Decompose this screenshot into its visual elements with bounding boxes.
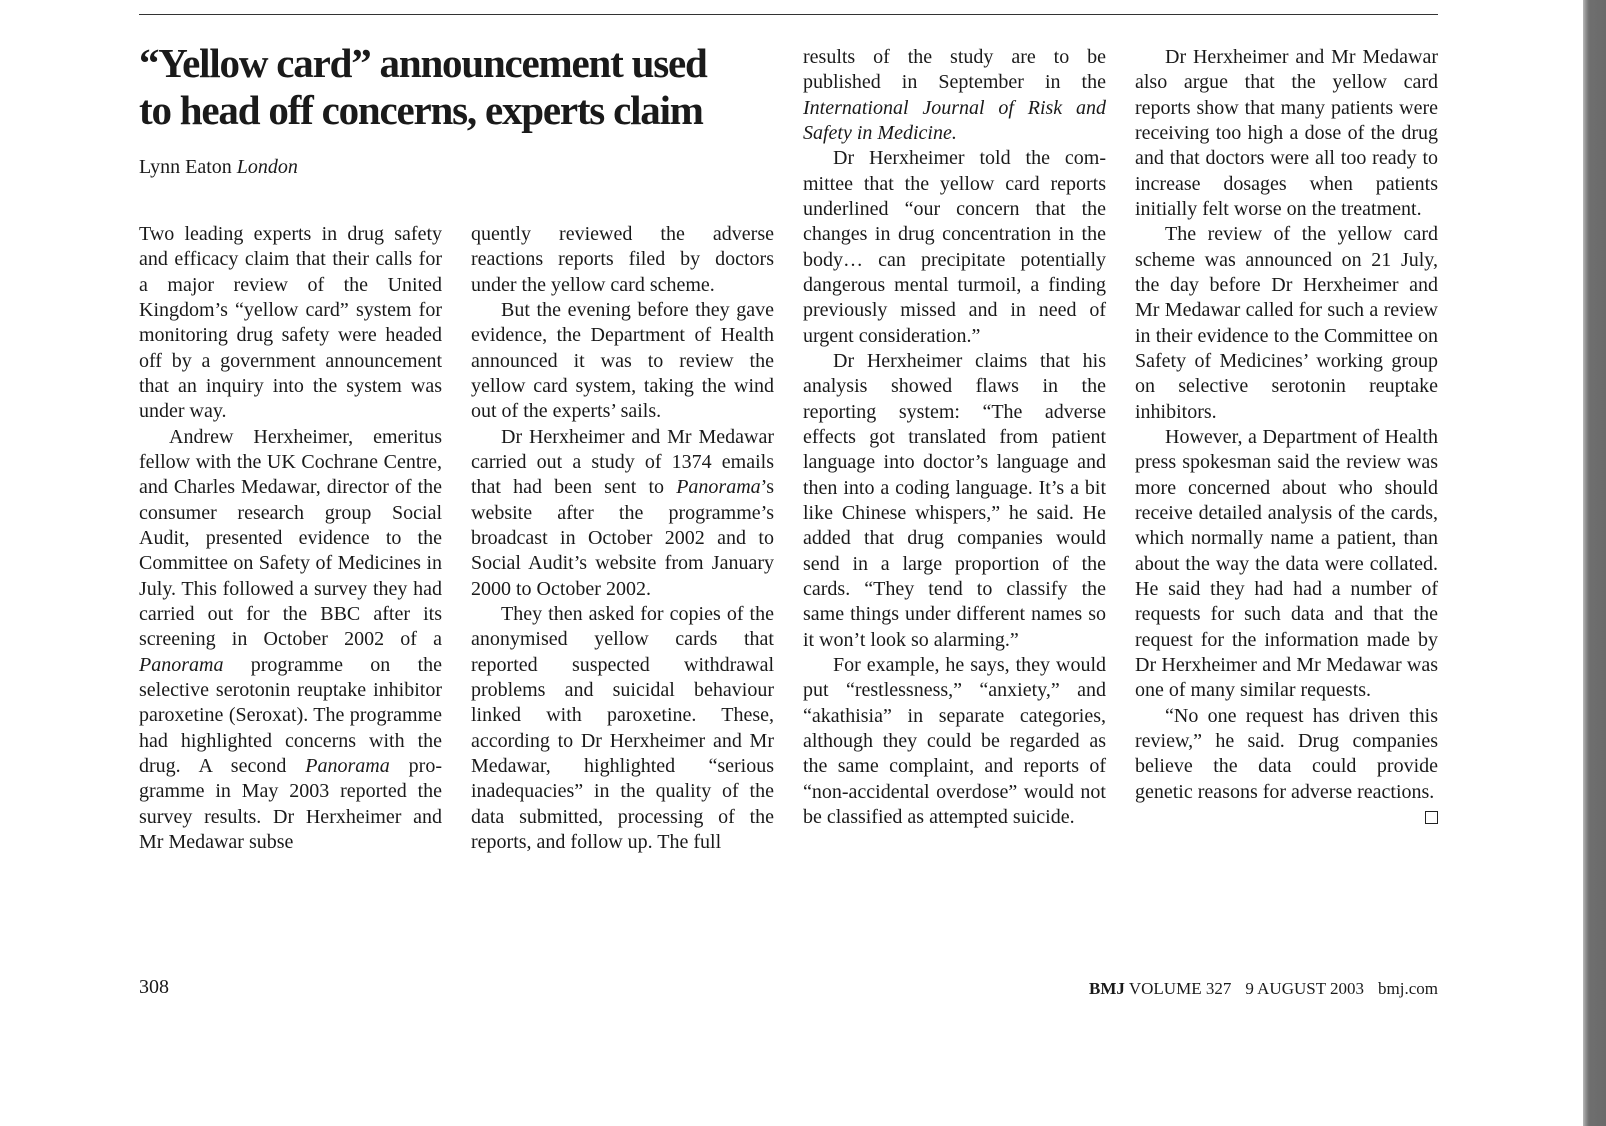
journal-volume: VOLUME 327 [1128, 979, 1232, 998]
issue-date: 9 AUGUST 2003 [1245, 979, 1365, 998]
paragraph: They then asked for copies of the anonymised yellow cards that reported suspected withdrawal problems and suicidal behaviour linked with paroxetine. These, according to Dr Herxheimer and Mr Medawar, highlighted “serious inadequacies” in the quality of the data submitted, processing of the reports, and follow up. The full [471, 602, 774, 853]
italic-run: Panorama [305, 754, 390, 777]
byline-author: Lynn Eaton [139, 156, 232, 178]
end-of-article-square-icon [1425, 811, 1438, 824]
paragraph: However, a Department of Health press spokesman said the review was more concerned about who should receive detailed analysis of the cards, which normally name a patient, than about the way the data were collated. He said they had had a number of requests for such data and that the request for the information made by Dr Herxheimer and Mr Medawar was one of many similar requests. [1135, 425, 1438, 702]
text-run: results of the study are to be published in September in the [803, 46, 1106, 94]
italic-run: International Journal of Risk and Safety in Medicine. [803, 96, 1106, 144]
text-run: ’s website after the programme’s broadcast in October 2002 and to Social Audit’s website from January 2000 to October 2002. [471, 476, 774, 600]
paragraph [139, 425, 442, 856]
paragraph [1135, 704, 1438, 805]
viewer-edge-bar [1583, 0, 1606, 1126]
text-run: “No one request has driven this review,” he said. Drug companies believe the data could provide genetic reasons for adverse reactions. [1135, 704, 1438, 803]
text-run: Dr Herxheimer and Mr Medawar carried out a study of 1374 emails that had been sent to [471, 425, 774, 499]
top-rule [139, 14, 1438, 15]
page-number: 308 [139, 976, 169, 998]
italic-run: Panorama [676, 476, 761, 499]
journal-footer [1089, 977, 1438, 1001]
paragraph: For example, he says, they would put “restlessness,” “anxiety,” and “akathisia” in separate categories, although they could be regarded as the same complaint, and reports of “non-accidental overdose” would not be classified as attempted suicide. [803, 653, 1106, 828]
headline-line-2: to head off concerns, experts claim [139, 87, 703, 133]
article-column-3 [803, 45, 1106, 830]
journal-website: bmj.com [1378, 979, 1438, 998]
paragraph: Dr Herxheimer told the committee that the yellow card reports underlined “our concern that the changes in drug concentration in the body… can precipitate potentially dangerous mental turmoil, a finding previously missed and in need of urgent consideration.” [803, 147, 1106, 347]
paragraph: But the evening before they gave evidence, the Department of Health announced it was to review the yellow card system, taking the wind out of the experts’ sails. [471, 298, 774, 423]
byline-location: London [236, 156, 298, 178]
paragraph [471, 425, 774, 602]
journal-name: BMJ [1089, 979, 1125, 998]
text-run: programme on the selective serotonin reuptake inhibitor paroxetine (Seroxat). The programme had highlighted concerns with the drug. A second [139, 653, 442, 777]
headline [139, 40, 779, 134]
headline-line-1: “Yellow card” announcement used [139, 40, 707, 86]
text-run: programme in May 2003 reported the survey results. Dr Herxheimer and Mr Medawar subse [139, 754, 442, 853]
paragraph: Dr Herxheimer claims that his analysis showed flaws in the reporting system: “The adverse effects got translated from patient language into doctor’s language and then into a coding language. It’s a bit like Chinese whispers,” he said. He added that drug companies would send in a large proportion of the cards. “They tend to classify the same things under different names so it won’t look so alarming.” [803, 349, 1106, 651]
article-column-2 [471, 222, 774, 855]
paragraph [803, 45, 1106, 146]
paragraph: Dr Herxheimer and Mr Medawar also argue that the yellow card reports show that many patients were receiving too high a dose of the drug and that doctors were all too ready to increase dosages when patients initially felt worse on the treatment. [1135, 46, 1438, 220]
paragraph: Two leading experts in drug safety and efficacy claim that their calls for a major review of the United Kingdom’s “yellow card” system for monitoring drug safety were headed off by a government announcement that an inquiry into the system was under way. [139, 223, 442, 423]
paragraph: The review of the yellow card scheme was announced on 21 July, the day before Dr Herxheimer and Mr Medawar called for such a review in their evidence to the Committee on Safety of Medicines’ working group on selective serotonin reuptake inhibitors. [1135, 223, 1438, 423]
text-run: Andrew Herxheimer, emeritus fellow with the UK Cochrane Centre, and Charles Medawar, director of the consumer research group Social Audit, presented evidence to the Committee on Safety of Medicines in July. This followed a survey they had carried out for the BBC after its screening in October 2002 of a [139, 425, 442, 651]
paragraph: quently reviewed the adverse reactions reports filed by doctors under the yellow card scheme. [471, 223, 774, 296]
article-column-4 [1135, 45, 1438, 824]
italic-run: Panorama [139, 653, 224, 676]
byline [139, 152, 298, 182]
article-column-1 [139, 222, 442, 855]
